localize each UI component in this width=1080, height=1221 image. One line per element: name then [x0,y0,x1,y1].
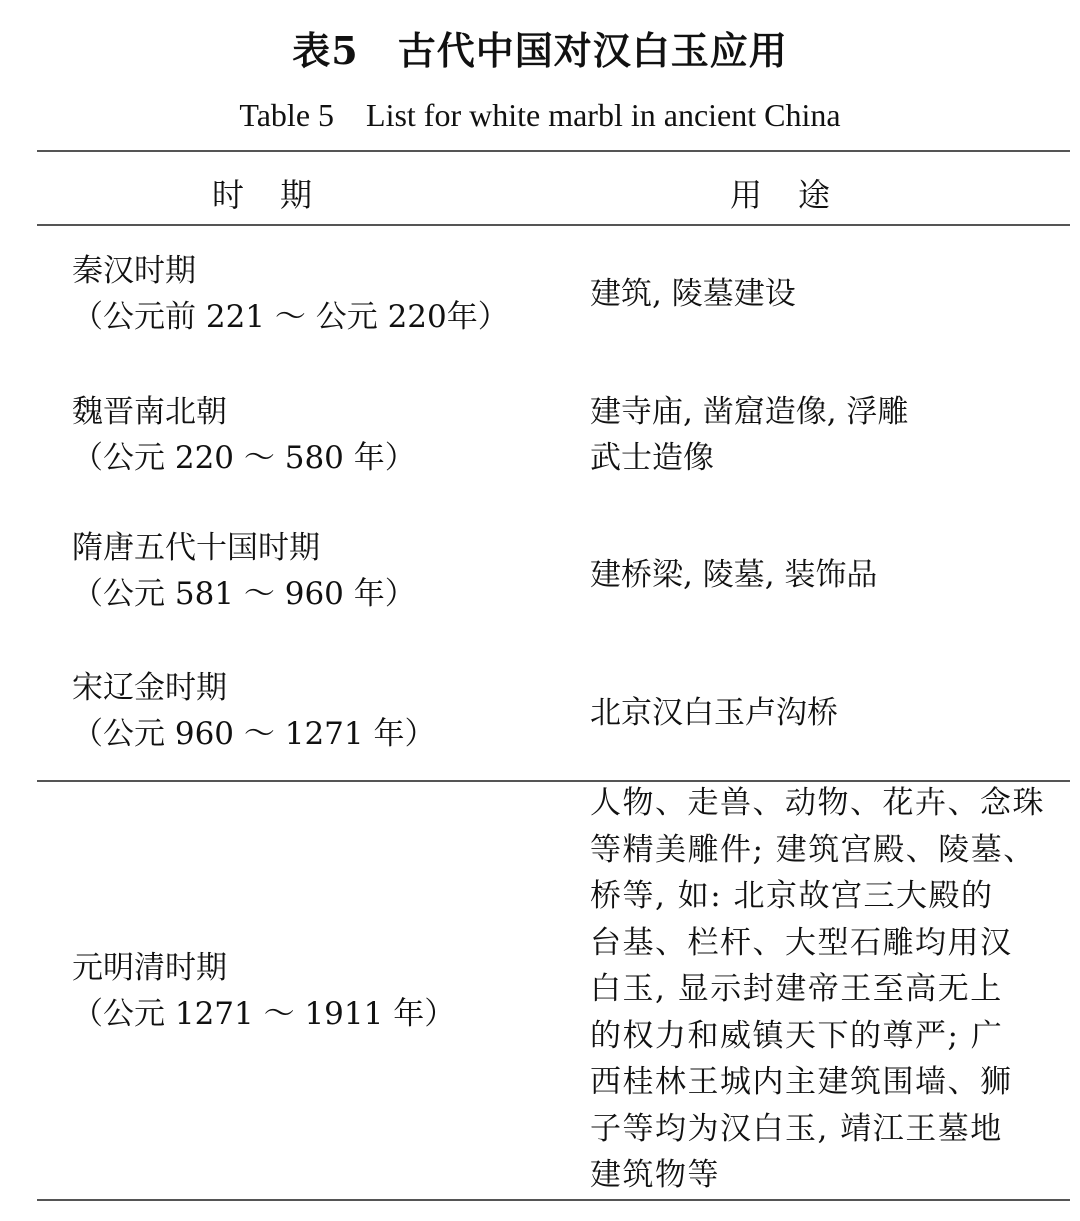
use-cell [590,389,908,481]
use-line: 西桂林王城内主建筑围墙、狮 [590,1064,1013,1100]
use-line: 等精美雕件; 建筑宫殿、陵墓、 [590,831,1036,868]
use-cell [590,780,1045,1199]
table-row [72,665,435,757]
period-years: （公元前 221 ～ 公元 220年） [72,299,509,335]
use-line: 台基、栏杆、大型石雕均用汉 [590,924,1013,961]
period-years: （公元 960 ～ 1271 年） [72,716,436,752]
period-name: 隋唐五代十国时期 [72,530,320,566]
table-row [72,389,416,481]
use-cell [590,552,877,598]
period-years: （公元 581 ～ 960 年） [72,576,416,612]
top-rule [37,150,1070,152]
use-line: 建筑, 陵墓建设 [590,276,796,312]
use-line: 武士造像 [590,440,714,476]
use-line: 人物、走兽、动物、花卉、念珠 [590,785,1045,821]
period-years: （公元 1271 ～ 1911 年） [72,996,456,1032]
table-subtitle: Table 5 List for white marbl in ancient China [239,97,841,133]
period-name: 秦汉时期 [72,253,196,289]
use-line: 桥等, 如: 北京故宫三大殿的 [590,878,994,914]
use-line: 建筑物等 [590,1157,720,1193]
table-title: 表5 古代中国对汉白玉应用 [292,28,788,73]
use-line: 子等均为汉白玉, 靖江王墓地 [590,1110,1003,1147]
use-cell [590,690,838,736]
use-line: 建寺庙, 凿窟造像, 浮雕 [590,394,909,430]
header-rule [37,224,1070,226]
period-name: 元明清时期 [72,950,227,986]
use-line: 的权力和威镇天下的尊严; 广 [590,1017,1004,1054]
period-years: （公元 220 ～ 580 年） [72,440,416,476]
table-row [72,525,416,617]
use-cell [590,271,796,317]
bottom-rule [37,1199,1070,1201]
table-row [72,248,509,340]
period-name: 魏晋南北朝 [72,394,227,430]
use-line: 北京汉白玉卢沟桥 [590,695,838,731]
header-period: 时 期 [212,176,315,214]
table-row [72,945,455,1037]
use-line: 建桥梁, 陵墓, 装饰品 [590,557,878,593]
period-name: 宋辽金时期 [72,670,227,706]
header-use: 用 途 [730,176,833,214]
use-line: 白玉, 显示封建帝王至高无上 [590,971,1003,1007]
